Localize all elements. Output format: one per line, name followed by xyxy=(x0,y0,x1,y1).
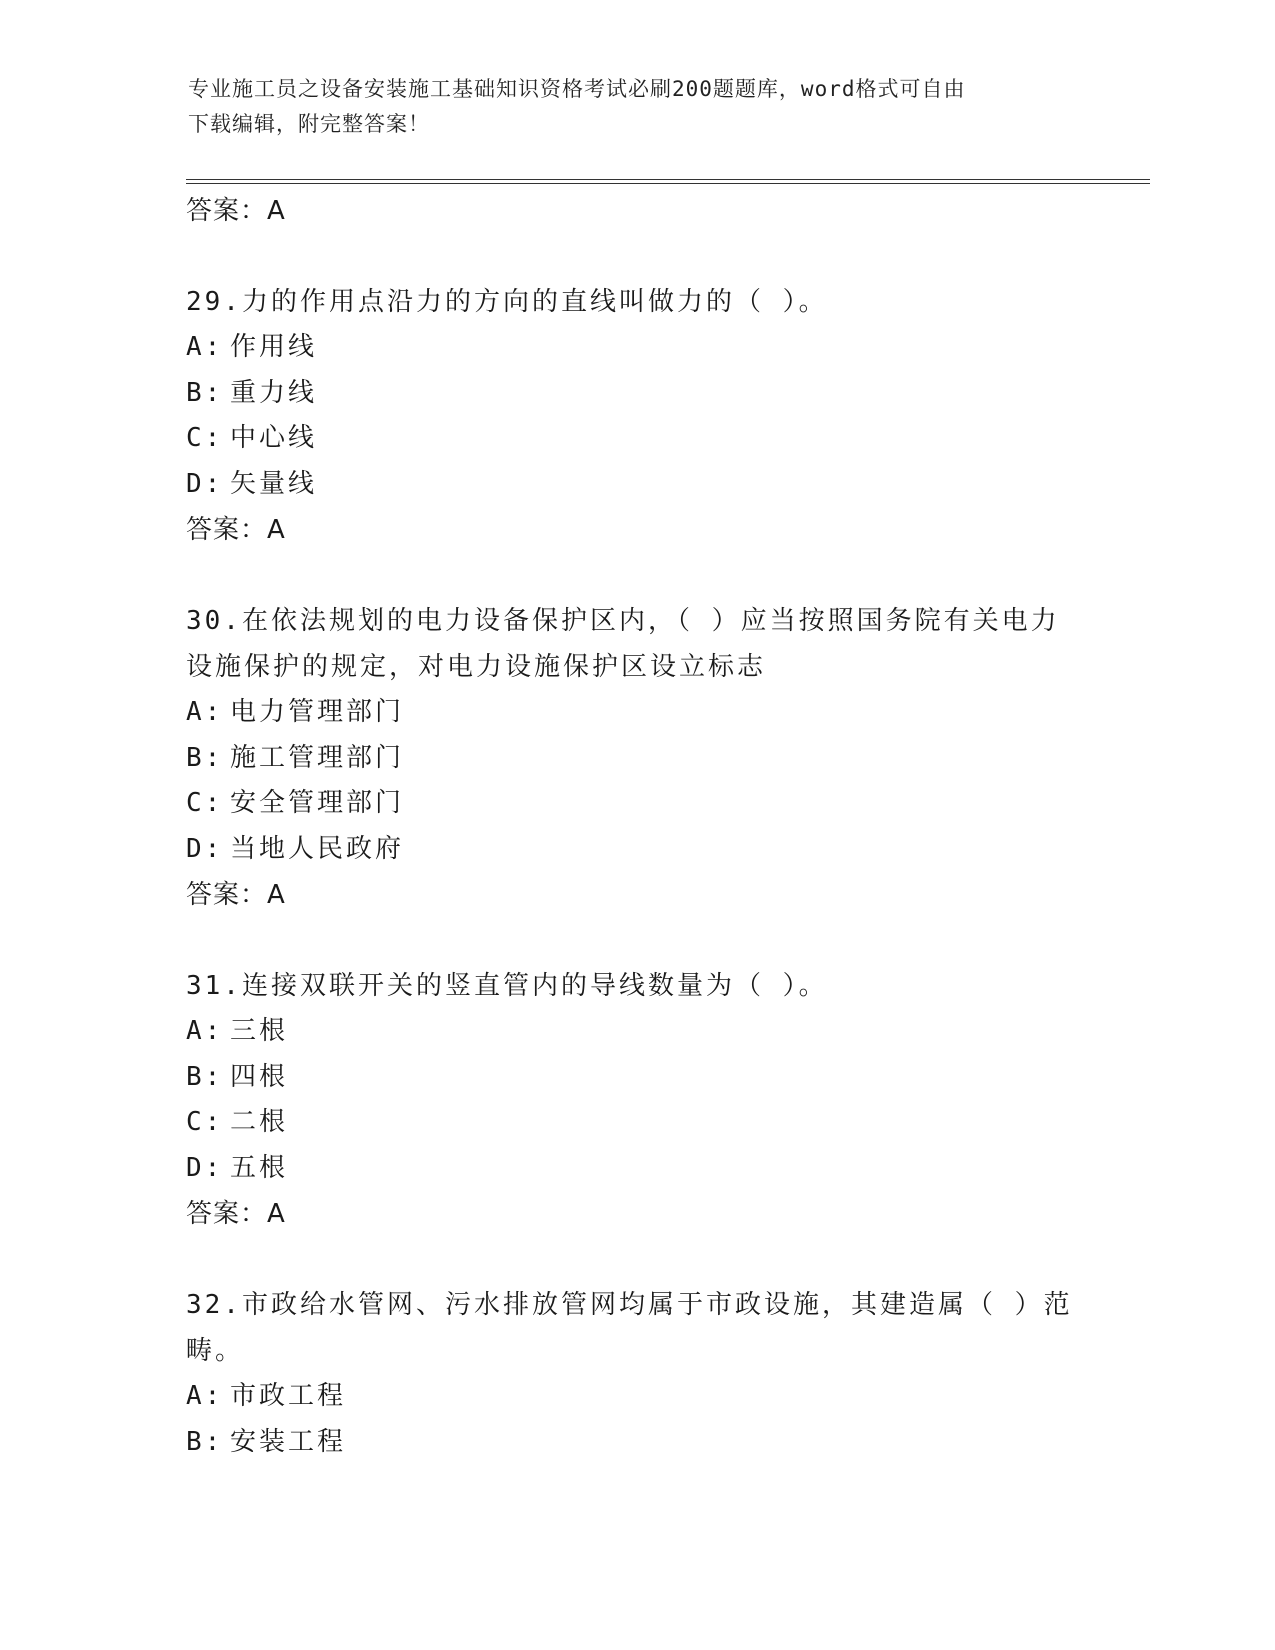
option-a xyxy=(186,690,1086,736)
question-stem-continued: 设施保护的规定，对电力设施保护区设立标志 xyxy=(186,652,767,682)
option-key: A: xyxy=(186,1016,224,1046)
option-a xyxy=(186,1374,1086,1420)
question-stem: 32.市政给水管网、污水排放管网均属于市政设施，其建造属（ ）范 xyxy=(186,1290,1073,1320)
option-text: 电力管理部门 xyxy=(230,697,405,727)
question-30 xyxy=(186,598,1086,918)
option-c xyxy=(186,1100,1086,1146)
question-29 xyxy=(186,279,1086,553)
answer-line: 答案：A xyxy=(186,1199,286,1229)
option-text: 安装工程 xyxy=(230,1426,347,1457)
option-key: D: xyxy=(186,833,224,864)
question-stem: 31.连接双联开关的竖直管内的导线数量为（ ）。 xyxy=(186,971,828,1001)
answer-line: 答案：A xyxy=(186,196,286,226)
option-c xyxy=(186,781,1086,827)
option-a xyxy=(186,325,1086,371)
page-header xyxy=(188,72,1088,142)
option-c xyxy=(186,416,1086,462)
option-text: 当地人民政府 xyxy=(230,833,405,864)
option-text: 矢量线 xyxy=(230,468,318,499)
option-key: A: xyxy=(186,332,224,362)
document-body xyxy=(186,188,1086,1465)
option-a xyxy=(186,1009,1086,1055)
question-stem: 30.在依法规划的电力设备保护区内，（ ）应当按照国务院有关电力 xyxy=(186,606,1060,636)
option-key: C: xyxy=(186,1107,224,1137)
header-line-1: 专业施工员之设备安装施工基础知识资格考试必刷200题题库，word格式可自由 xyxy=(188,77,966,101)
option-d xyxy=(186,827,1086,873)
question-31 xyxy=(186,963,1086,1237)
option-key: A: xyxy=(186,1381,224,1411)
option-text: 安全管理部门 xyxy=(230,788,405,818)
option-key: A: xyxy=(186,697,224,727)
option-key: D: xyxy=(186,468,224,499)
option-key: D: xyxy=(186,1152,224,1183)
option-text: 市政工程 xyxy=(230,1381,347,1411)
option-d xyxy=(186,1146,1086,1192)
header-line-2: 下载编辑，附完整答案！ xyxy=(188,112,430,136)
option-b xyxy=(186,1055,1086,1101)
option-key: B: xyxy=(186,742,224,773)
option-text: 施工管理部门 xyxy=(230,742,405,773)
option-b xyxy=(186,371,1086,417)
question-32 xyxy=(186,1282,1086,1465)
question-stem-continued: 畴。 xyxy=(186,1336,245,1366)
option-text: 二根 xyxy=(230,1107,289,1137)
option-text: 四根 xyxy=(230,1061,289,1092)
option-b xyxy=(186,1420,1086,1466)
question-stem: 29.力的作用点沿力的方向的直线叫做力的（ ）。 xyxy=(186,287,828,317)
option-key: C: xyxy=(186,423,224,453)
option-text: 中心线 xyxy=(230,423,318,453)
option-d xyxy=(186,462,1086,508)
header-rule-bottom xyxy=(186,183,1150,184)
header-rule-top xyxy=(186,179,1150,180)
answer-line: 答案：A xyxy=(186,515,286,545)
option-text: 五根 xyxy=(230,1152,289,1183)
option-key: B: xyxy=(186,1426,224,1457)
option-b xyxy=(186,736,1086,782)
option-key: C: xyxy=(186,788,224,818)
option-key: B: xyxy=(186,1061,224,1092)
answer-line: 答案：A xyxy=(186,880,286,910)
option-text: 三根 xyxy=(230,1016,289,1046)
option-key: B: xyxy=(186,377,224,408)
option-text: 作用线 xyxy=(230,332,318,362)
option-text: 重力线 xyxy=(230,377,318,408)
